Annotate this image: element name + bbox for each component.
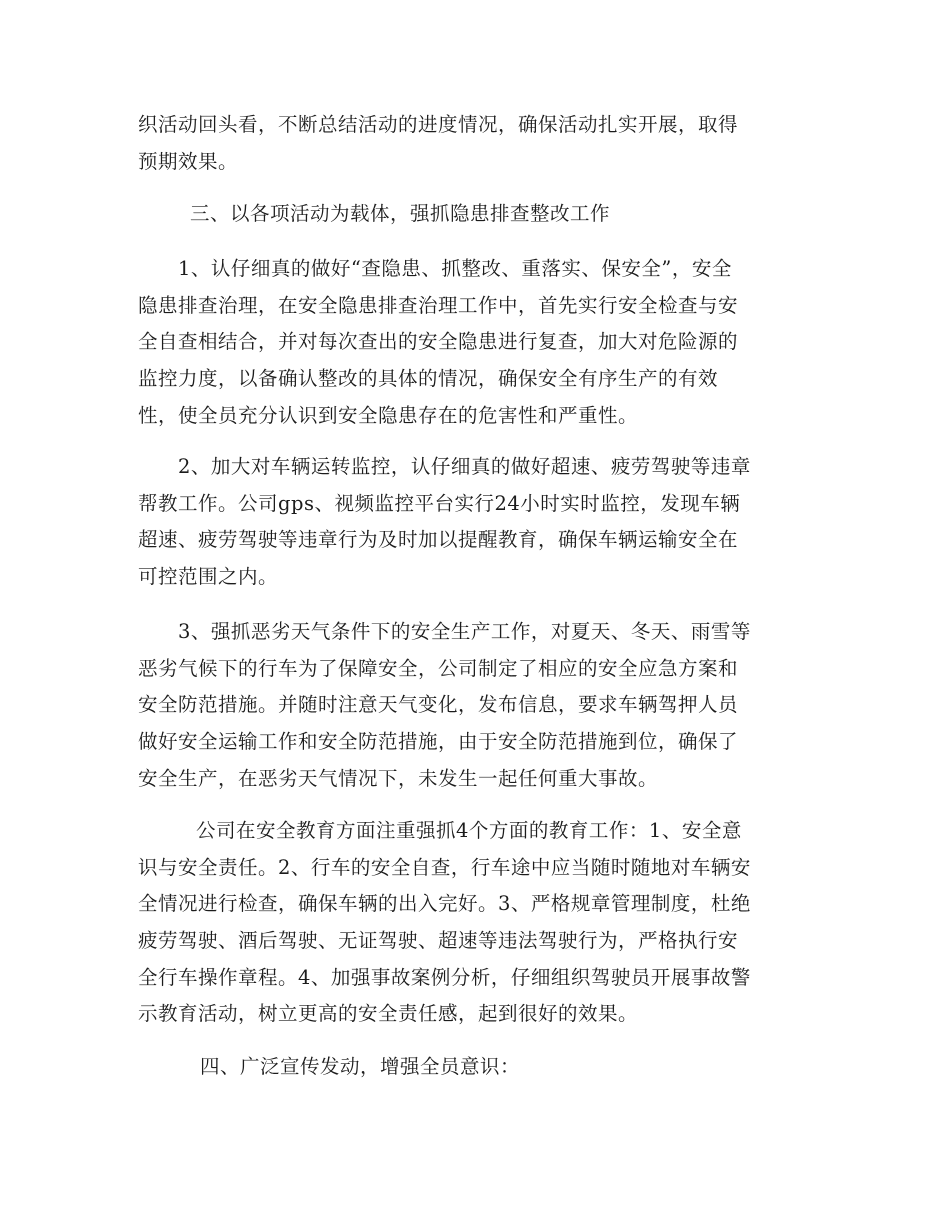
text-line: 织活动回头看，不断总结活动的进度情况，确保活动扎实开展，取得 (138, 113, 739, 136)
section-heading-3 (138, 196, 808, 233)
text-line: 安全生产，在恶劣天气情况下，未发生一起任何重大事故。 (138, 766, 659, 790)
text-line: 安全防范措施。并随时注意天气变化，发布信息，要求车辆驾押人员 (138, 693, 739, 717)
text-line: 性，使全员充分认识到安全隐患存在的危害性和严重性。 (138, 403, 639, 427)
text-line: 全情况进行检查，确保车辆的出入完好。3、严格规章管理制度，杜绝 (138, 892, 751, 916)
text-line: 预期效果。 (138, 149, 239, 173)
text-line: 超速、疲劳驾驶等违章行为及时加以提醒教育，确保车辆运输安全在 (138, 528, 739, 552)
text-line: 示教育活动，树立更高的安全责任感，起到很好的效果。 (138, 1002, 639, 1026)
text-line: 2、加大对车辆运转监控，认仔细真的做好超速、疲劳驾驶等违章 (178, 455, 751, 478)
text-line: 公司在安全教育方面注重强抓4个方面的教育工作：1、安全意 (196, 819, 742, 842)
paragraph-continuation (138, 107, 808, 180)
text-line: 1、认仔细真的做好“查隐患、抓整改、重落实、保安全”，安全 (178, 257, 732, 280)
text-line: 3、强抓恶劣天气条件下的安全生产工作，对夏天、冬天、雨雪等 (178, 620, 751, 643)
text-line: 全自查相结合，并对每次查出的安全隐患进行复查，加大对危险源的 (138, 330, 739, 354)
paragraph-item-3 (138, 614, 808, 797)
text-line: 监控力度，以备确认整改的具体的情况，确保安全有序生产的有效 (138, 367, 719, 391)
text-line: 做好安全运输工作和安全防范措施，由于安全防范措施到位，确保了 (138, 730, 739, 754)
heading-text: 四、广泛宣传发动，增强全员意识： (200, 1055, 521, 1078)
paragraph-item-1 (138, 251, 808, 434)
text-line: 帮教工作。公司gps、视频监控平台实行24小时实时监控，发现车辆 (138, 491, 741, 515)
text-line: 恶劣气候下的行车为了保障安全，公司制定了相应的安全应急方案和 (138, 656, 739, 680)
paragraph-item-2 (138, 449, 808, 596)
paragraph-safety-education (138, 813, 808, 1033)
text-line: 可控范围之内。 (138, 565, 279, 589)
heading-text: 三、以各项活动为载体，强抓隐患排查整改工作 (190, 202, 611, 225)
text-line: 全行车操作章程。4、加强事故案例分析，仔细组织驾驶员开展事故警 (138, 965, 751, 989)
text-line: 识与安全责任。2、行车的安全自查，行车途中应当随时随地对车辆安 (138, 855, 751, 879)
text-line: 疲劳驾驶、酒后驾驶、无证驾驶、超速等违法驾驶行为，严格执行安 (138, 929, 739, 953)
section-heading-4 (138, 1049, 808, 1086)
text-line: 隐患排查治理，在安全隐患排查治理工作中，首先实行安全检查与安 (138, 293, 739, 317)
